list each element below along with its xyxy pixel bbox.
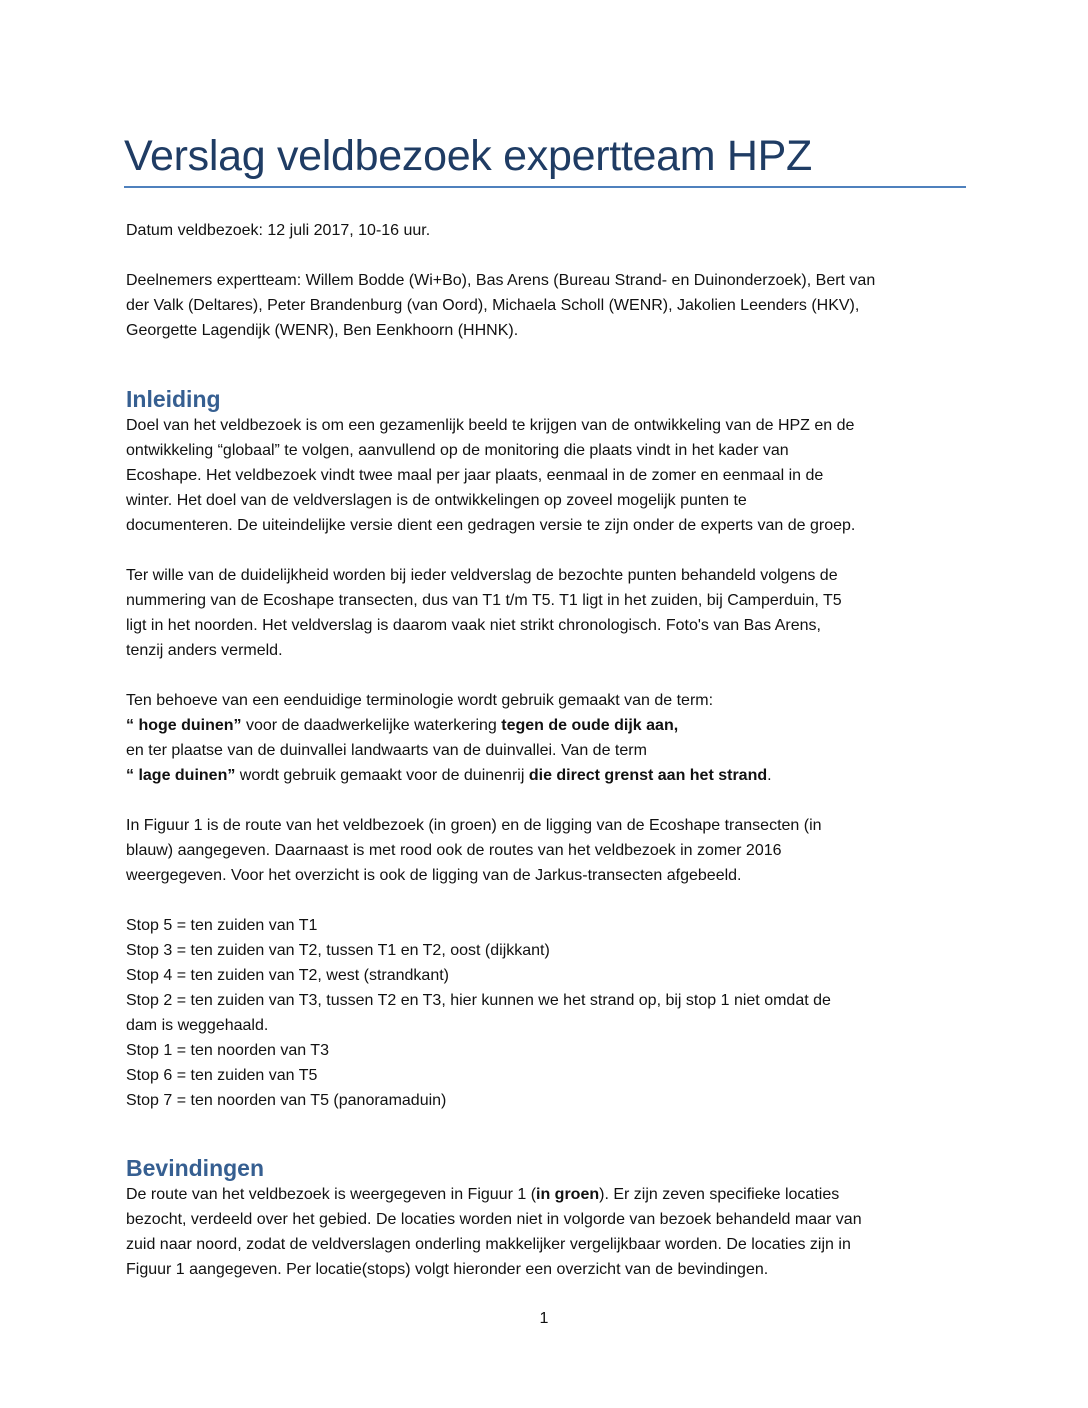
bevindingen-in-groen: in groen (536, 1186, 600, 1203)
terminologie-line-2: en ter plaatse van de duinvallei landwaarts van de duinvallei. Van de term (126, 742, 647, 759)
terminologie-line-3 (126, 763, 968, 788)
deelnemers-line-1: Deelnemers expertteam: Willem Bodde (Wi+Bo), Bas Arens (Bureau Strand- en Duinonderzoek), Bert van (126, 272, 876, 289)
document-title: Verslag veldbezoek expertteam HPZ (124, 132, 813, 180)
deelnemers-line-2: der Valk (Deltares), Peter Brandenburg (van Oord), Michaela Scholl (WENR), Jakolien Leenders (HKV), (126, 297, 860, 314)
heading-inleiding: Inleiding (126, 386, 221, 412)
term-lage-duinen: “ lage duinen” (126, 767, 236, 784)
terminologie-end: . (767, 767, 772, 784)
term-grenst-aan-strand: die direct grenst aan het strand (528, 767, 768, 784)
inleiding-p1-line-3: Ecoshape. Het veldbezoek vindt twee maal per jaar plaats, eenmaal in de zomer en eenmaal in de (126, 467, 824, 484)
bevindingen-line-1 (126, 1182, 968, 1207)
stop-line: Stop 2 = ten zuiden van T3, tussen T2 en T3, hier kunnen we het strand op, bij stop 1 niet omdat de (126, 992, 831, 1009)
inleiding-p2-line-2: nummering van de Ecoshape transecten, dus van T1 t/m T5. T1 ligt in het zuiden, bij Camperduin, T5 (126, 592, 842, 609)
inleiding-p2-line-4: tenzij anders vermeld. (126, 642, 283, 659)
stop-line: dam is weggehaald. (126, 1017, 269, 1034)
inleiding-p4-line-2: blauw) aangegeven. Daarnaast is met rood ook de routes van het veldbezoek in zomer 2016 (126, 842, 782, 859)
stop-line: Stop 5 = ten zuiden van T1 (126, 917, 318, 934)
inleiding-p4-line-3: weergegeven. Voor het overzicht is ook de ligging van de Jarkus-transecten afgebeeld. (126, 867, 742, 884)
terminologie-text-3: wordt gebruik gemaakt voor de duinenrij (235, 767, 529, 784)
terminologie-intro: Ten behoeve van een eenduidige terminologie wordt gebruik gemaakt van de term: (126, 692, 714, 709)
bevindingen-line-3: zuid naar noord, zodat de veldverslagen onderling makkelijker vergelijkbaar worden. De locaties zijn in (126, 1236, 851, 1253)
inleiding-p1-line-5: documenteren. De uiteindelijke versie dient een gedragen versie te zijn onder de experts van de groep. (126, 517, 856, 534)
term-hoge-duinen: “ hoge duinen” (126, 717, 242, 734)
inleiding-p2-line-1: Ter wille van de duidelijkheid worden bij ieder veldverslag de bezochte punten behandeld volgens de (126, 567, 838, 584)
terminologie-text-1: voor de daadwerkelijke waterkering (241, 717, 502, 734)
bevindingen-line-2: bezocht, verdeeld over het gebied. De locaties worden niet in volgorde van bezoek behandeld maar van (126, 1211, 862, 1228)
stop-line: Stop 1 = ten noorden van T3 (126, 1042, 329, 1059)
stop-line: Stop 6 = ten zuiden van T5 (126, 1067, 318, 1084)
deelnemers-line-3: Georgette Lagendijk (WENR), Ben Eenkhoorn (HHNK). (126, 322, 519, 339)
inleiding-block (126, 413, 968, 1113)
stop-line: Stop 4 = ten zuiden van T2, west (strandkant) (126, 967, 449, 984)
bevindingen-text-a: De route van het veldbezoek is weergegeven in Figuur 1 ( (126, 1186, 537, 1203)
title-underline (124, 186, 966, 188)
bevindingen-line-4: Figuur 1 aangegeven. Per locatie(stops) volgt hieronder een overzicht van de bevindingen. (126, 1261, 769, 1278)
inleiding-p1-line-4: winter. Het doel van de veldverslagen is de ontwikkelingen op zoveel mogelijk punten te (126, 492, 747, 509)
stop-line: Stop 3 = ten zuiden van T2, tussen T1 en T2, oost (dijkkant) (126, 942, 550, 959)
inleiding-p2-line-3: ligt in het noorden. Het veldverslag is daarom vaak niet strikt chronologisch. Foto's van Bas Arens, (126, 617, 821, 634)
inleiding-p1-line-1: Doel van het veldbezoek is om een gezamenlijk beeld te krijgen van de ontwikkeling van de HPZ en de (126, 417, 855, 434)
term-tegen-oude-dijk: tegen de oude dijk aan, (501, 717, 679, 734)
inleiding-p4-line-1: In Figuur 1 is de route van het veldbezoek (in groen) en de ligging van de Ecoshape transecten (in (126, 817, 822, 834)
inleiding-p1-line-2: ontwikkeling “globaal” te volgen, aanvullend op de monitoring die plaats vindt in het kader van (126, 442, 789, 459)
stop-line: Stop 7 = ten noorden van T5 (panoramaduin) (126, 1092, 447, 1109)
page-number: 1 (539, 1310, 549, 1327)
bevindingen-block (126, 1182, 968, 1282)
meta-block (126, 218, 968, 343)
datum-line: Datum veldbezoek: 12 juli 2017, 10-16 uur. (126, 222, 431, 239)
heading-bevindingen: Bevindingen (126, 1155, 265, 1181)
bevindingen-text-b: ). Er zijn zeven specifieke locaties (599, 1186, 840, 1203)
terminologie-line-1 (126, 713, 968, 738)
